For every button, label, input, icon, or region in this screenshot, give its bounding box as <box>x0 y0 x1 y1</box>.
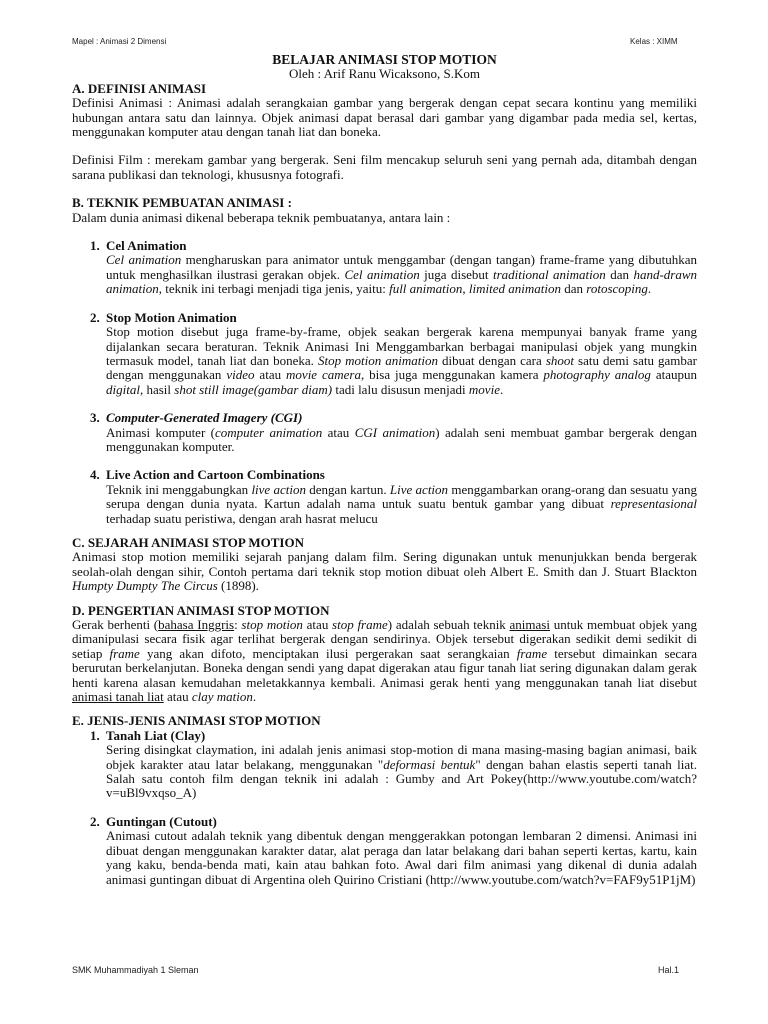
technique-item-4-text: Teknik ini menggabungkan live action dengan kartun. Live action menggambarkan orang-orang dan sesuatu yang serupa dengan dunia nyata. Kartun adalah nama untuk suatu bentuk gambar yang dibuat representasional terhadap suatu peristiwa, dengan arah hasrat melucu <box>106 481 697 526</box>
stopmotion-type-2-text: Animasi cutout adalah teknik yang dibentuk dengan menggerakkan potongan lembaran 2 dimensi. Animasi ini dibuat dengan menggunakan karakter datar, alat peraga dan latar belakang dari bahan seperti kertas, kartu, kain yang kaku, benda-benda mati, kain atau bahkan foto. Awal dari film animasi yang dikenal di dunia adalah animasi guntingan dibuat di Argentina oleh Quirino Cristiani (http://www.youtube.com/watch?v=FAF9y51P1jM) <box>106 828 697 887</box>
section-d-paragraph: Gerak berhenti (bahasa Inggris: stop motion atau stop frame) adalah sebuah teknik animasi untuk membuat objek yang dimanipulasi secara fisik agar terlihat bergerak dengan sendirinya. Objek tersebut digerakan sedikit demi sedikit di setiap frame yang akan difoto, menciptakan ilusi pergerakan saat serangkaian frame tersebut dimainkan secara berurutan berkelanjutan. Boneka dengan sendi yang dapat digerakan atau figur tanah liat sering digunakan dalam gerak henti karena alasan kemudahan meletakkannya kembali. Animasi gerak henti yang menggunakan tanah liat disebut animasi tanah liat atau clay mation. <box>72 617 698 705</box>
technique-item-2-text: Stop motion disebut juga frame-by-frame, objek seakan bergerak karena mempunyai banyak frame yang dijalankan secara beraturan. Teknik Animasi Ini Menggambarkan berbagai manipulasi objek yang mungkin termasuk model, tanah liat dan boneka. Stop motion animation dibuat dengan cara shoot satu demi satu gambar dengan menggunakan video atau movie camera, bisa juga menggunakan kamera photography analog ataupun digital, hasil shot still image(gambar diam) tadi lalu disusun menjadi movie. <box>106 324 698 397</box>
section-a-heading: A. DEFINISI ANIMASI <box>72 80 206 96</box>
technique-item-2 <box>90 311 697 397</box>
section-e-heading: E. JENIS-JENIS ANIMASI STOP MOTION <box>72 713 321 729</box>
item-number: 1. <box>90 238 100 254</box>
technique-item-3 <box>90 411 697 454</box>
section-d-heading: D. PENGERTIAN ANIMASI STOP MOTION <box>72 602 330 618</box>
section-c-heading: C. SEJARAH ANIMASI STOP MOTION <box>72 534 304 550</box>
item-title: Computer-Generated Imagery (CGI) <box>106 410 303 426</box>
document-author: Oleh : Arif Ranu Wicaksono, S.Kom <box>289 66 480 82</box>
link-animasi[interactable]: animasi <box>509 617 550 632</box>
technique-item-1 <box>90 239 697 297</box>
footer-school: SMK Muhammadiyah 1 Sleman <box>72 965 199 975</box>
item-title: Stop Motion Animation <box>106 309 237 325</box>
header-subject: Mapel : Animasi 2 Dimensi <box>72 37 167 46</box>
section-c-paragraph: Animasi stop motion memiliki sejarah panjang dalam film. Sering digunakan untuk menunjukkan benda bergerak seolah-olah dengan sihir, Contoh pertama dari teknik stop motion dibuat oleh Albert E. Smith dan J. Stuart Blackton Humpty Dumpty The Circus (1898). <box>72 549 697 594</box>
link-animasi-tanah-liat[interactable]: animasi tanah liat <box>72 689 164 705</box>
section-b-heading: B. TEKNIK PEMBUATAN ANIMASI : <box>72 195 292 211</box>
header-class: Kelas : XIMM <box>630 37 678 46</box>
document-body <box>72 53 697 887</box>
stopmotion-type-1 <box>90 729 697 801</box>
item-number: 3. <box>90 410 100 426</box>
item-number: 1. <box>90 727 100 743</box>
stopmotion-type-1-text: Sering disingkat claymation, ini adalah jenis animasi stop-motion di mana masing-masing bagian animasi, baik objek karakter atau latar belakang, menggunakan "deformasi bentuk" dengan bahan elastis seperti tanah liat. Salah satu contoh film dengan teknik ini adalah : Gumby and Art Pokey(http://www.youtube.com/watch?v=uBl9vxqso_A) <box>106 742 697 801</box>
stopmotion-type-2 <box>90 815 697 887</box>
item-number: 2. <box>90 309 100 325</box>
item-title: Guntingan (Cutout) <box>106 813 217 829</box>
item-number: 4. <box>90 467 100 483</box>
item-title: Tanah Liat (Clay) <box>106 727 206 743</box>
item-title: Live Action and Cartoon Combinations <box>106 467 325 483</box>
section-a-paragraph-2: Definisi Film : merekam gambar yang bergerak. Seni film mencakup seluruh seni yang pernah ada, ditambah dengan sarana publikasi dan teknologi, khususnya fotografi. <box>72 152 697 182</box>
footer-page-number: Hal.1 <box>658 965 680 975</box>
link-bahasa-inggris[interactable]: bahasa Inggris <box>158 617 235 632</box>
item-number: 2. <box>90 813 100 829</box>
section-a-paragraph-1: Definisi Animasi : Animasi adalah serangkaian gambar yang bergerak dengan cepat secara kontinu yang memiliki hubungan antara satu dan lainnya. Objek animasi dapat berasal dari gambar yang digambar pada media sel, kertas, menggunakan komputer atau dengan tanah liat dan boneka. <box>72 95 697 140</box>
technique-item-3-text: Animasi komputer (computer animation atau CGI animation) adalah seni membuat gambar bergerak dengan menggunakan komputer. <box>106 424 697 454</box>
document-title: BELAJAR ANIMASI STOP MOTION <box>272 52 497 67</box>
technique-item-4 <box>90 468 697 526</box>
technique-item-1-text: Cel animation mengharuskan para animator untuk menggambar (dengan tangan) frame-frame yang dibutuhkan untuk menghasilkan ilustrasi gerakan objek. Cel animation juga disebut traditional animation dan hand-drawn animation, teknik ini terbagi menjadi tiga jenis, yaitu: full animation, limited animation dan rotoscoping. <box>106 252 698 297</box>
item-title: Cel Animation <box>106 238 187 254</box>
section-b-intro: Dalam dunia animasi dikenal beberapa teknik pembuatanya, antara lain : <box>72 209 451 225</box>
